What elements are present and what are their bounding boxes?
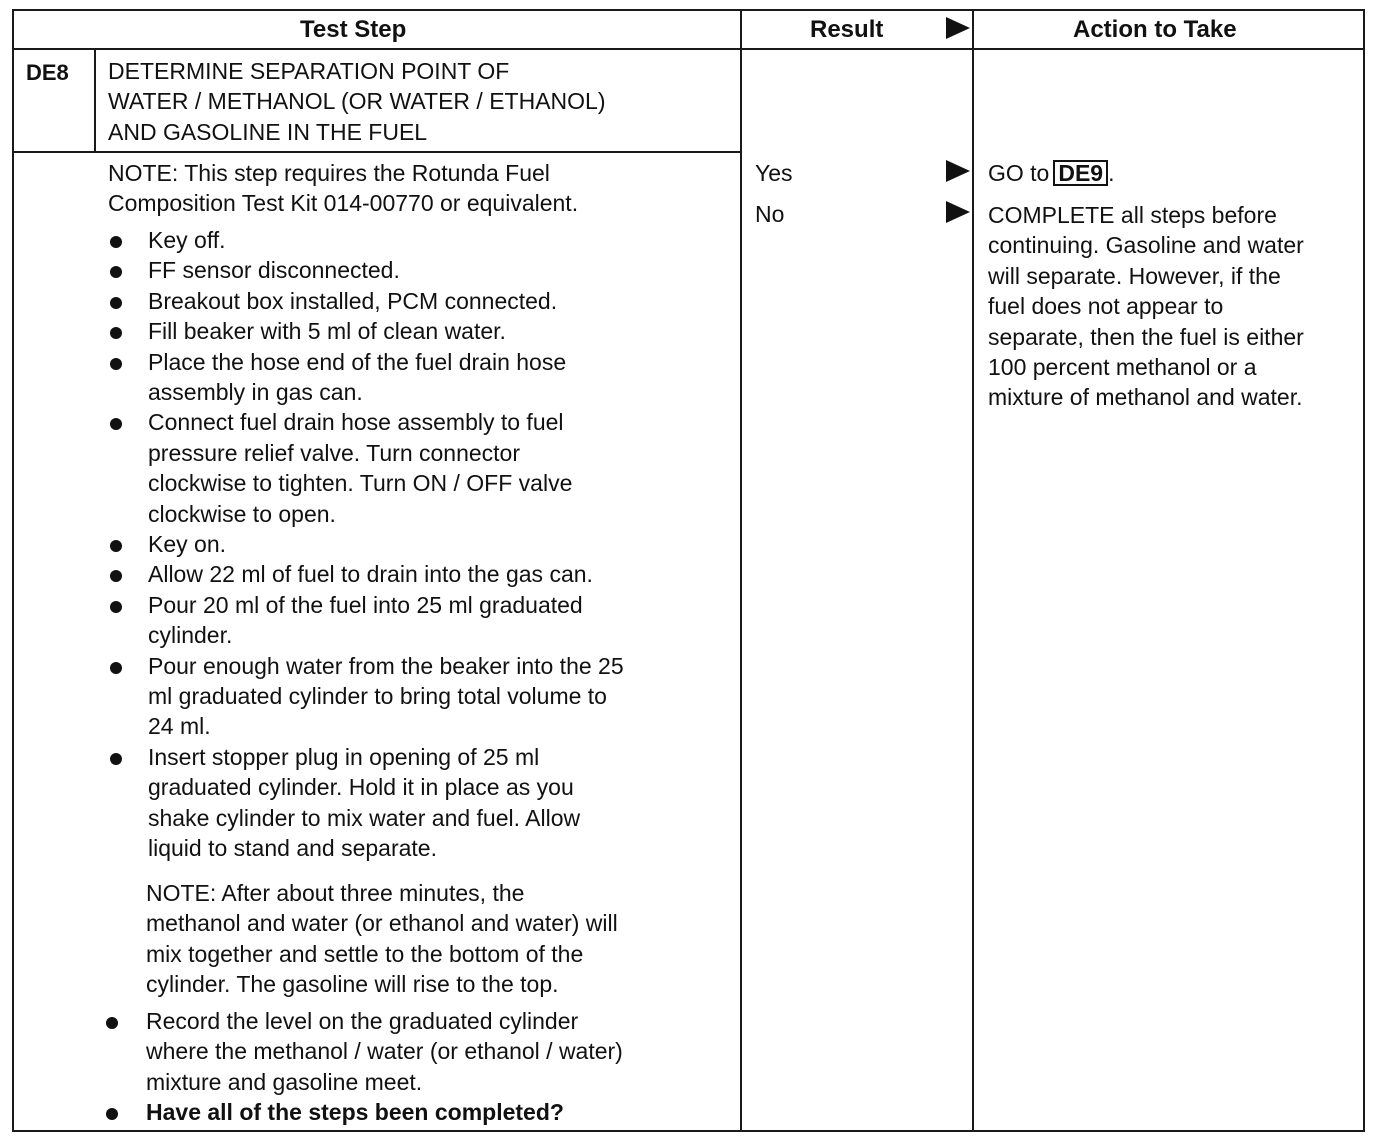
text-line: where the methanol / water (or ethanol / water) — [146, 1038, 623, 1065]
text-line: Composition Test Kit 014-00770 or equivalent. — [108, 190, 579, 217]
text-line: 24 ml. — [148, 713, 211, 740]
bullet-dot-icon — [110, 236, 122, 248]
text-line: 100 percent methanol or a — [988, 354, 1257, 381]
text-line: Allow 22 ml of fuel to drain into the gas can. — [148, 561, 593, 588]
bullet-dot-icon — [110, 418, 122, 430]
bullet-text — [148, 347, 566, 408]
text-line: separate, then the fuel is either — [988, 323, 1304, 350]
step-note — [108, 158, 578, 219]
text-line: Pour enough water from the beaker into the 25 — [148, 652, 624, 679]
text-line: AND GASOLINE IN THE FUEL — [108, 118, 428, 145]
text-line: clockwise to open. — [148, 500, 336, 527]
text-line: Fill beaker with 5 ml of clean water. — [148, 318, 506, 345]
text-line: methanol and water (or ethanol and water) will — [146, 910, 618, 937]
text-line: fuel does not appear to — [988, 293, 1224, 320]
bullet-dot-icon — [106, 1017, 118, 1029]
bullet-dot-icon — [110, 266, 122, 278]
bullet-dot-icon — [106, 1108, 118, 1120]
result-yes-arrow-icon — [946, 160, 970, 182]
text-line: Place the hose end of the fuel drain hose — [148, 348, 567, 375]
step-id-divider — [94, 48, 96, 152]
text-line: Key off. — [148, 227, 226, 253]
bullet-dot-icon — [110, 327, 122, 339]
bullet-dot-icon — [110, 570, 122, 582]
table-bottom-border — [12, 1130, 1365, 1132]
step-inner-note — [146, 878, 618, 1000]
bullet-dot-icon — [110, 358, 122, 370]
bullet-text — [148, 407, 572, 529]
text-line: mixture of methanol and water. — [988, 384, 1303, 411]
text-line: WATER / METHANOL (OR WATER / ETHANOL) — [108, 88, 606, 115]
text-line: DETERMINE SEPARATION POINT OF — [108, 58, 510, 84]
text-line: Pour 20 ml of the fuel into 25 ml graduated — [148, 591, 583, 618]
text-line: cylinder. — [148, 622, 233, 649]
text-line: liquid to stand and separate. — [148, 835, 437, 862]
bullet-dot-icon — [110, 297, 122, 309]
bullet-dot-icon — [110, 753, 122, 765]
text-line: pressure relief valve. Turn connector — [148, 439, 521, 466]
result-no-arrow-icon — [946, 201, 970, 223]
result-column-divider — [972, 9, 974, 1132]
step-title — [108, 56, 606, 147]
text-line: Insert stopper plug in opening of 25 ml — [148, 743, 540, 770]
bullet-text — [146, 1097, 564, 1127]
header-action: Action to Take — [1073, 16, 1237, 43]
bullet-text — [148, 651, 624, 742]
result-no: No — [755, 201, 785, 227]
text-line: Record the level on the graduated cylinder — [146, 1008, 579, 1034]
bullet-text — [146, 1006, 623, 1097]
test-step-column-divider — [740, 9, 742, 1132]
text-line: Connect fuel drain hose assembly to fuel — [148, 409, 564, 436]
text-line: FF sensor disconnected. — [148, 257, 400, 284]
action-yes — [988, 158, 1115, 188]
bullet-text — [148, 559, 593, 589]
table-top-border — [12, 9, 1365, 11]
text-line: Key on. — [148, 531, 226, 557]
step-ref-de9: DE9 — [1053, 160, 1108, 186]
bullet-dot-icon — [110, 540, 122, 552]
text-line: mixture and gasoline meet. — [146, 1068, 423, 1095]
text-line: COMPLETE all steps before — [988, 202, 1277, 228]
text-line: will separate. However, if the — [988, 262, 1281, 289]
text-line: Breakout box installed, PCM connected. — [148, 287, 558, 314]
text-line: mix together and settle to the bottom of the — [146, 940, 584, 967]
text-line: NOTE: After about three minutes, the — [146, 880, 525, 906]
text-line: shake cylinder to mix water and fuel. Allow — [148, 804, 581, 831]
table-right-border — [1363, 9, 1365, 1132]
header-bottom-border — [12, 48, 1365, 50]
header-arrow-icon — [946, 17, 970, 39]
text-line: Have all of the steps been completed? — [146, 1099, 564, 1126]
bullet-dot-icon — [110, 601, 122, 613]
bullet-text — [148, 316, 506, 346]
bullet-text — [148, 590, 583, 651]
text-line: NOTE: This step requires the Rotunda Fuel — [108, 160, 550, 186]
action-yes-text: GO to — [988, 160, 1050, 186]
bullet-text — [148, 742, 580, 864]
text-line: continuing. Gasoline and water — [988, 232, 1304, 259]
header-result: Result — [810, 16, 884, 43]
result-yes: Yes — [755, 160, 793, 186]
step-id: DE8 — [26, 60, 69, 85]
step-title-bottom-border — [12, 151, 742, 153]
text-line: assembly in gas can. — [148, 379, 363, 405]
action-yes-suffix: . — [1108, 160, 1115, 186]
text-line: clockwise to tighten. Turn ON / OFF valve — [148, 470, 573, 497]
text-line: ml graduated cylinder to bring total volume to — [148, 683, 607, 709]
bullet-text — [148, 225, 226, 255]
bullet-dot-icon — [110, 662, 122, 674]
bullet-text — [148, 286, 557, 316]
table-left-border — [12, 9, 14, 1132]
action-no — [988, 200, 1304, 413]
header-test-step: Test Step — [300, 16, 407, 43]
text-line: cylinder. The gasoline will rise to the top. — [146, 971, 559, 998]
bullet-text — [148, 529, 226, 559]
bullet-text — [148, 255, 400, 285]
text-line: graduated cylinder. Hold it in place as you — [148, 774, 574, 801]
